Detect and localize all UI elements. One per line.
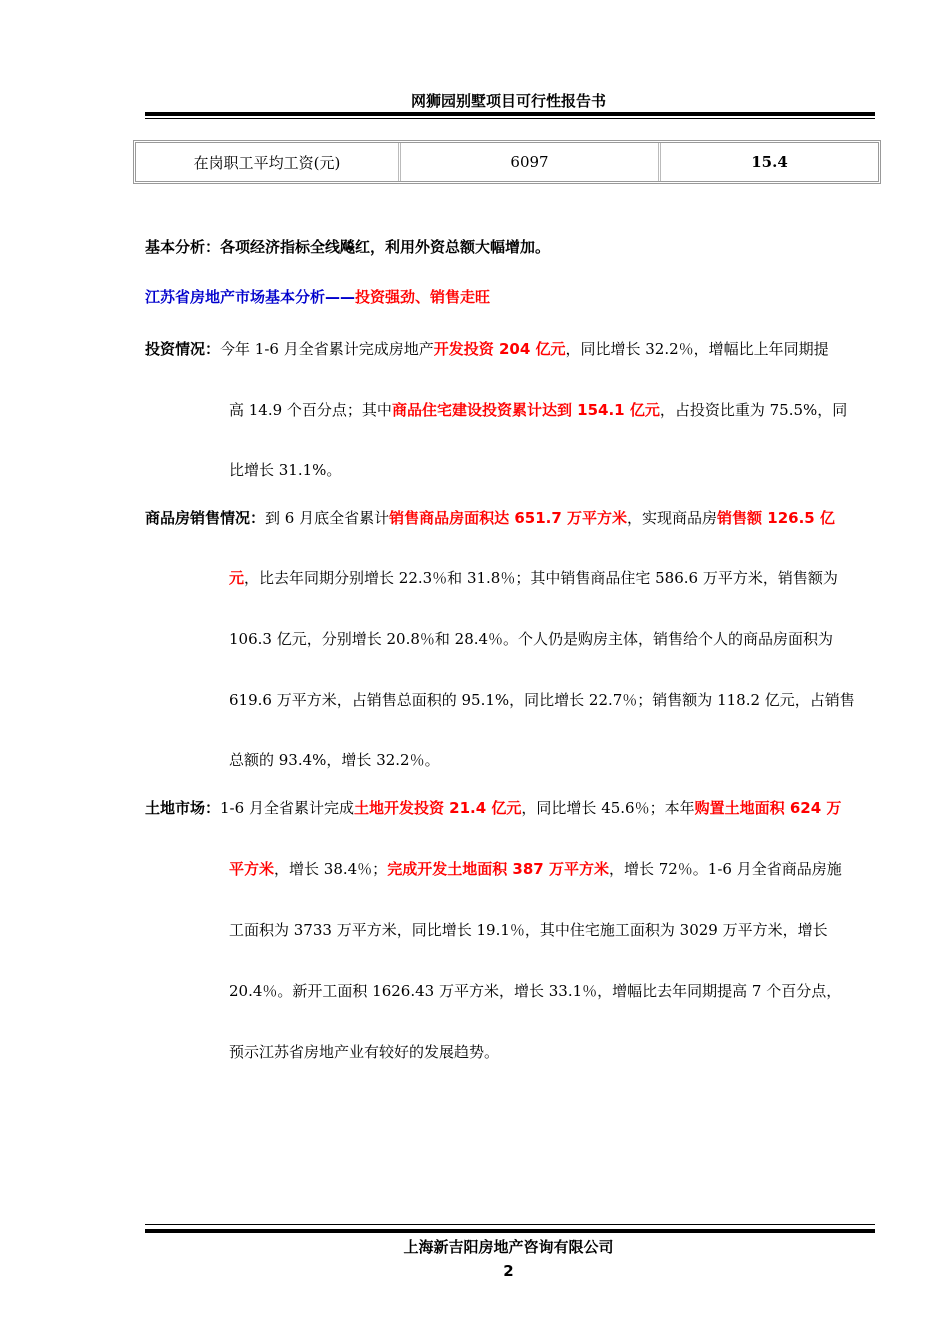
section-title-dash: —— — [325, 288, 356, 306]
sales-highlight: 销售额 126.5 亿 — [717, 509, 835, 527]
investment-text: ，占投资比重为 75.5%，同 — [659, 401, 848, 419]
investment-line-1 — [145, 338, 829, 359]
land-line-4: 20.4％。新开工面积 1626.43 万平方米，增长 33.1％，增幅比去年同期提高 7 个百分点， — [229, 982, 842, 1000]
land-text: ，同比增长 45.6％；本年 — [521, 799, 695, 817]
basic-analysis: 基本分析：各项经济指标全线飚红，利用外资总额大幅增加。 — [145, 238, 551, 256]
footer-company: 上海新吉阳房地产咨询有限公司 — [403, 1238, 614, 1256]
land-text: ，增长 72％。1-6 月全省商品房施 — [608, 860, 842, 878]
land-highlight: 平方米 — [229, 860, 275, 878]
sales-highlight: 销售商品房面积达 651.7 万平方米 — [389, 509, 628, 527]
land-line-5: 预示江苏省房地产业有较好的发展趋势。 — [229, 1043, 500, 1061]
land-text: ，增长 38.4％； — [274, 860, 388, 878]
document-header-title: 网狮园别墅项目可行性报告书 — [410, 92, 606, 110]
land-line-2 — [229, 858, 842, 879]
section-title-highlight: 投资强劲、销售走旺 — [355, 288, 491, 306]
section-title — [145, 286, 490, 307]
investment-text: 今年 1-6 月全省累计完成房地产 — [220, 340, 434, 358]
sales-text: 到 6 月底全省累计 — [265, 509, 390, 527]
table-cell-growth: 15.4 — [751, 153, 788, 171]
header-rule-thin — [145, 118, 875, 119]
investment-line-2 — [229, 399, 847, 420]
sales-line-3: 106.3 亿元，分别增长 20.8％和 28.4％。个人仍是购房主体，销售给个人的商品房面积为 — [229, 630, 834, 648]
sales-line-5: 总额的 93.4%，增长 32.2％。 — [229, 751, 440, 769]
land-highlight: 土地开发投资 21.4 亿元 — [353, 799, 522, 817]
page-number: 2 — [503, 1262, 514, 1280]
footer-rule-thick — [145, 1229, 875, 1233]
header-rule-thick — [145, 112, 875, 116]
sales-line-2 — [229, 567, 838, 588]
investment-text: 高 14.9 个百分点；其中 — [229, 401, 392, 419]
sales-line-4: 619.6 万平方米，占销售总面积的 95.1%，同比增长 22.7％；销售额为 118.2 亿元，占销售 — [229, 691, 855, 709]
section-title-main: 江苏省房地产市场基本分析 — [145, 288, 326, 306]
investment-text: ，同比增长 32.2％，增幅比上年同期提 — [565, 340, 829, 358]
land-line-1 — [145, 797, 841, 818]
sales-text: ，实现商品房 — [627, 509, 718, 527]
investment-highlight: 商品住宅建设投资累计达到 154.1 亿元 — [391, 401, 660, 419]
investment-line-3: 比增长 31.1%。 — [229, 461, 342, 479]
land-line-3: 工面积为 3733 万平方米，同比增长 19.1％，其中住宅施工面积为 3029 万平方米，增长 — [229, 921, 828, 939]
sales-highlight: 元 — [229, 569, 245, 587]
sales-label: 商品房销售情况： — [145, 509, 266, 527]
table-cell-label: 在岗职工平均工资(元) — [136, 143, 401, 181]
land-label: 土地市场： — [145, 799, 221, 817]
land-highlight: 完成开发土地面积 387 万平方米 — [387, 860, 609, 878]
sales-text: ，比去年同期分别增长 22.3％和 31.8％；其中销售商品住宅 586.6 万平方米，销售额为 — [244, 569, 838, 587]
table-cell-value: 6097 — [401, 143, 661, 181]
investment-label: 投资情况： — [145, 340, 221, 358]
footer-rule-thin — [145, 1224, 875, 1225]
investment-highlight: 开发投资 204 亿元 — [433, 340, 566, 358]
land-highlight: 购置土地面积 624 万 — [694, 799, 842, 817]
sales-line-1 — [145, 507, 835, 528]
land-text: 1-6 月全省累计完成 — [220, 799, 354, 817]
salary-table-row — [133, 140, 881, 184]
